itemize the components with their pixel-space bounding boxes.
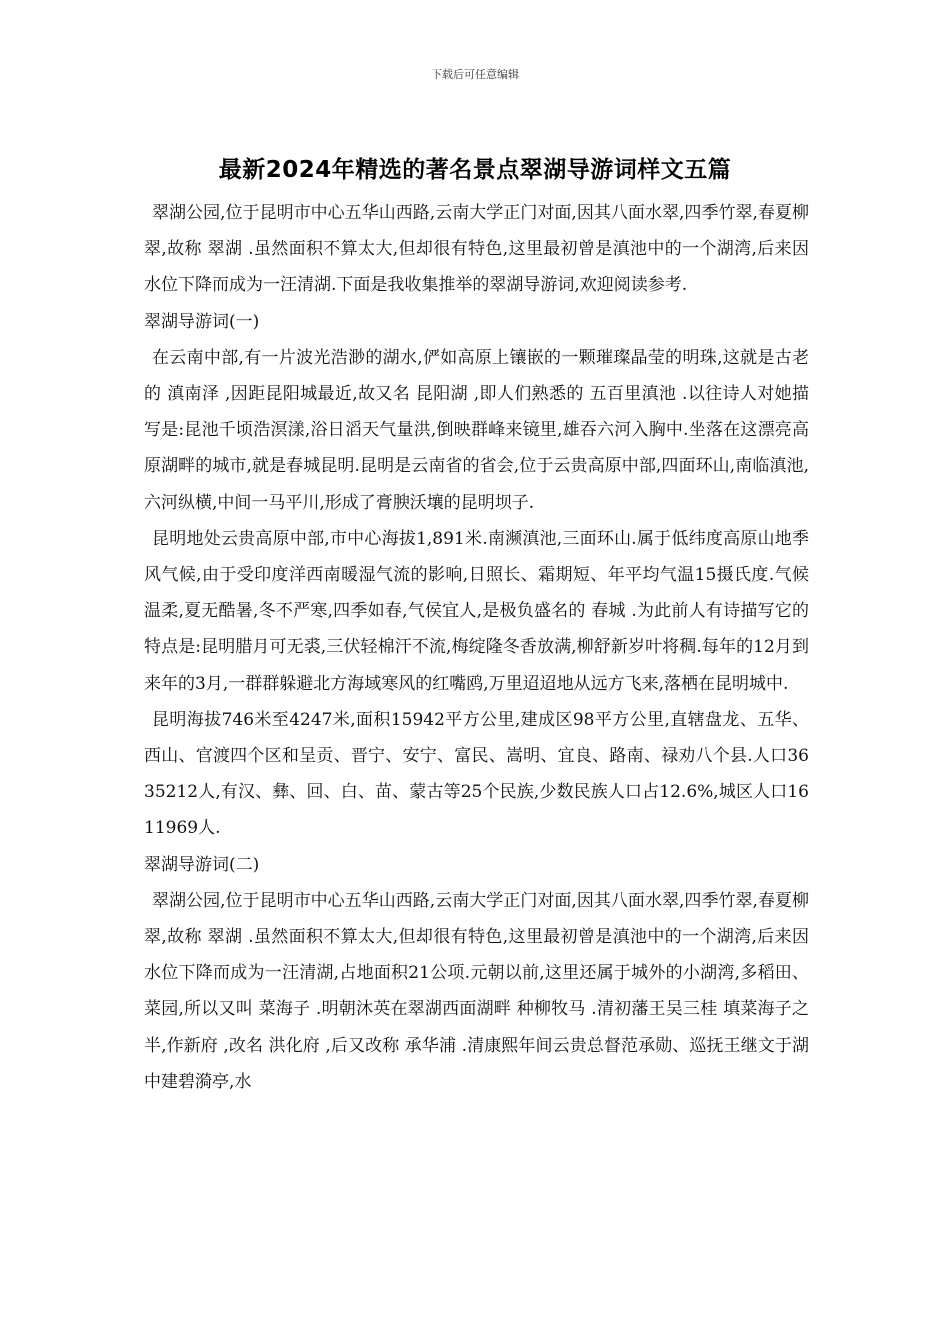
body-paragraph: 翠湖公园,位于昆明市中心五华山西路,云南大学正门对面,因其八面水翠,四季竹翠,春夏柳翠,故称 翠湖 .虽然面积不算太大,但却很有特色,这里最初曾是滇池中的一个湖湾,后来因水位下降而成为一汪清湖,占地面积21公项.元朝以前,这里还属于城外的小湖湾,多稻田、菜园,所以又叫 菜海子 .明朝沐英在翠湖西面湖畔 种柳牧马 .清初藩王吴三桂 填菜海子之半,作新府 ,改名 洪化府 ,后又改称 承华浦 .清康熙年间云贵总督范承勋、巡抚王继文于湖中建碧漪亭,水 bbox=[144, 890, 809, 1092]
page-title: 最新2024年精选的著名景点翠湖导游词样文五篇 bbox=[218, 157, 732, 183]
document-body bbox=[144, 195, 809, 1100]
body-paragraph: 在云南中部,有一片波光浩渺的湖水,俨如高原上镶嵌的一颗璀璨晶莹的明珠,这就是古老的 滇南泽 ,因距昆阳城最近,故又名 昆阳湖 ,即人们熟悉的 五百里滇池 .以往诗人对她描写是:昆池千顷浩溟漾,浴日滔天气量洪,倒映群峰来镜里,雄吞六河入胸中.坐落在这漂亮高原湖畔的城市,就是春城昆明.昆明是云南省的省会,位于云贵高原中部,四面环山,南临滇池,六河纵横,中间一马平川,形成了膏腴沃壤的昆明坝子. bbox=[144, 347, 809, 513]
body-paragraph: 昆明海拔746米至4247米,面积15942平方公里,建成区98平方公里,直辖盘龙、五华、西山、官渡四个区和呈贡、晋宁、安宁、富民、嵩明、宜良、路南、禄劝八个县.人口3635212人,有汉、彝、回、白、苗、蒙古等25个民族,少数民族人口占12.6%,城区人口1611969人. bbox=[144, 709, 809, 839]
section-heading-1: 翠湖导游词(一) bbox=[144, 311, 260, 332]
body-paragraph: 昆明地处云贵高原中部,市中心海拔1,891米.南濒滇池,三面环山.属于低纬度高原山地季风气候,由于受印度洋西南暖湿气流的影响,日照长、霜期短、年平均气温15摄氏度.气候温柔,夏无酷暑,冬不严寒,四季如春,气侯宜人,是极负盛名的 春城 .为此前人有诗描写它的特点是:昆明腊月可无裘,三伏轻棉汗不流,梅绽隆冬香放满,柳舒新岁叶将稠.每年的12月到来年的3月,一群群躲避北方海域寒风的红嘴鸥,万里迢迢地从远方飞来,落栖在昆明城中. bbox=[144, 528, 809, 694]
section-heading-2: 翠湖导游词(二) bbox=[144, 854, 260, 875]
header-note: 下载后可任意编辑 bbox=[431, 68, 519, 81]
intro-paragraph: 翠湖公园,位于昆明市中心五华山西路,云南大学正门对面,因其八面水翠,四季竹翠,春夏柳翠,故称 翠湖 .虽然面积不算太大,但却很有特色,这里最初曾是滇池中的一个湖湾,后来因水位下降而成为一汪清湖.下面是我收集推举的翠湖导游词,欢迎阅读参考. bbox=[144, 203, 809, 296]
